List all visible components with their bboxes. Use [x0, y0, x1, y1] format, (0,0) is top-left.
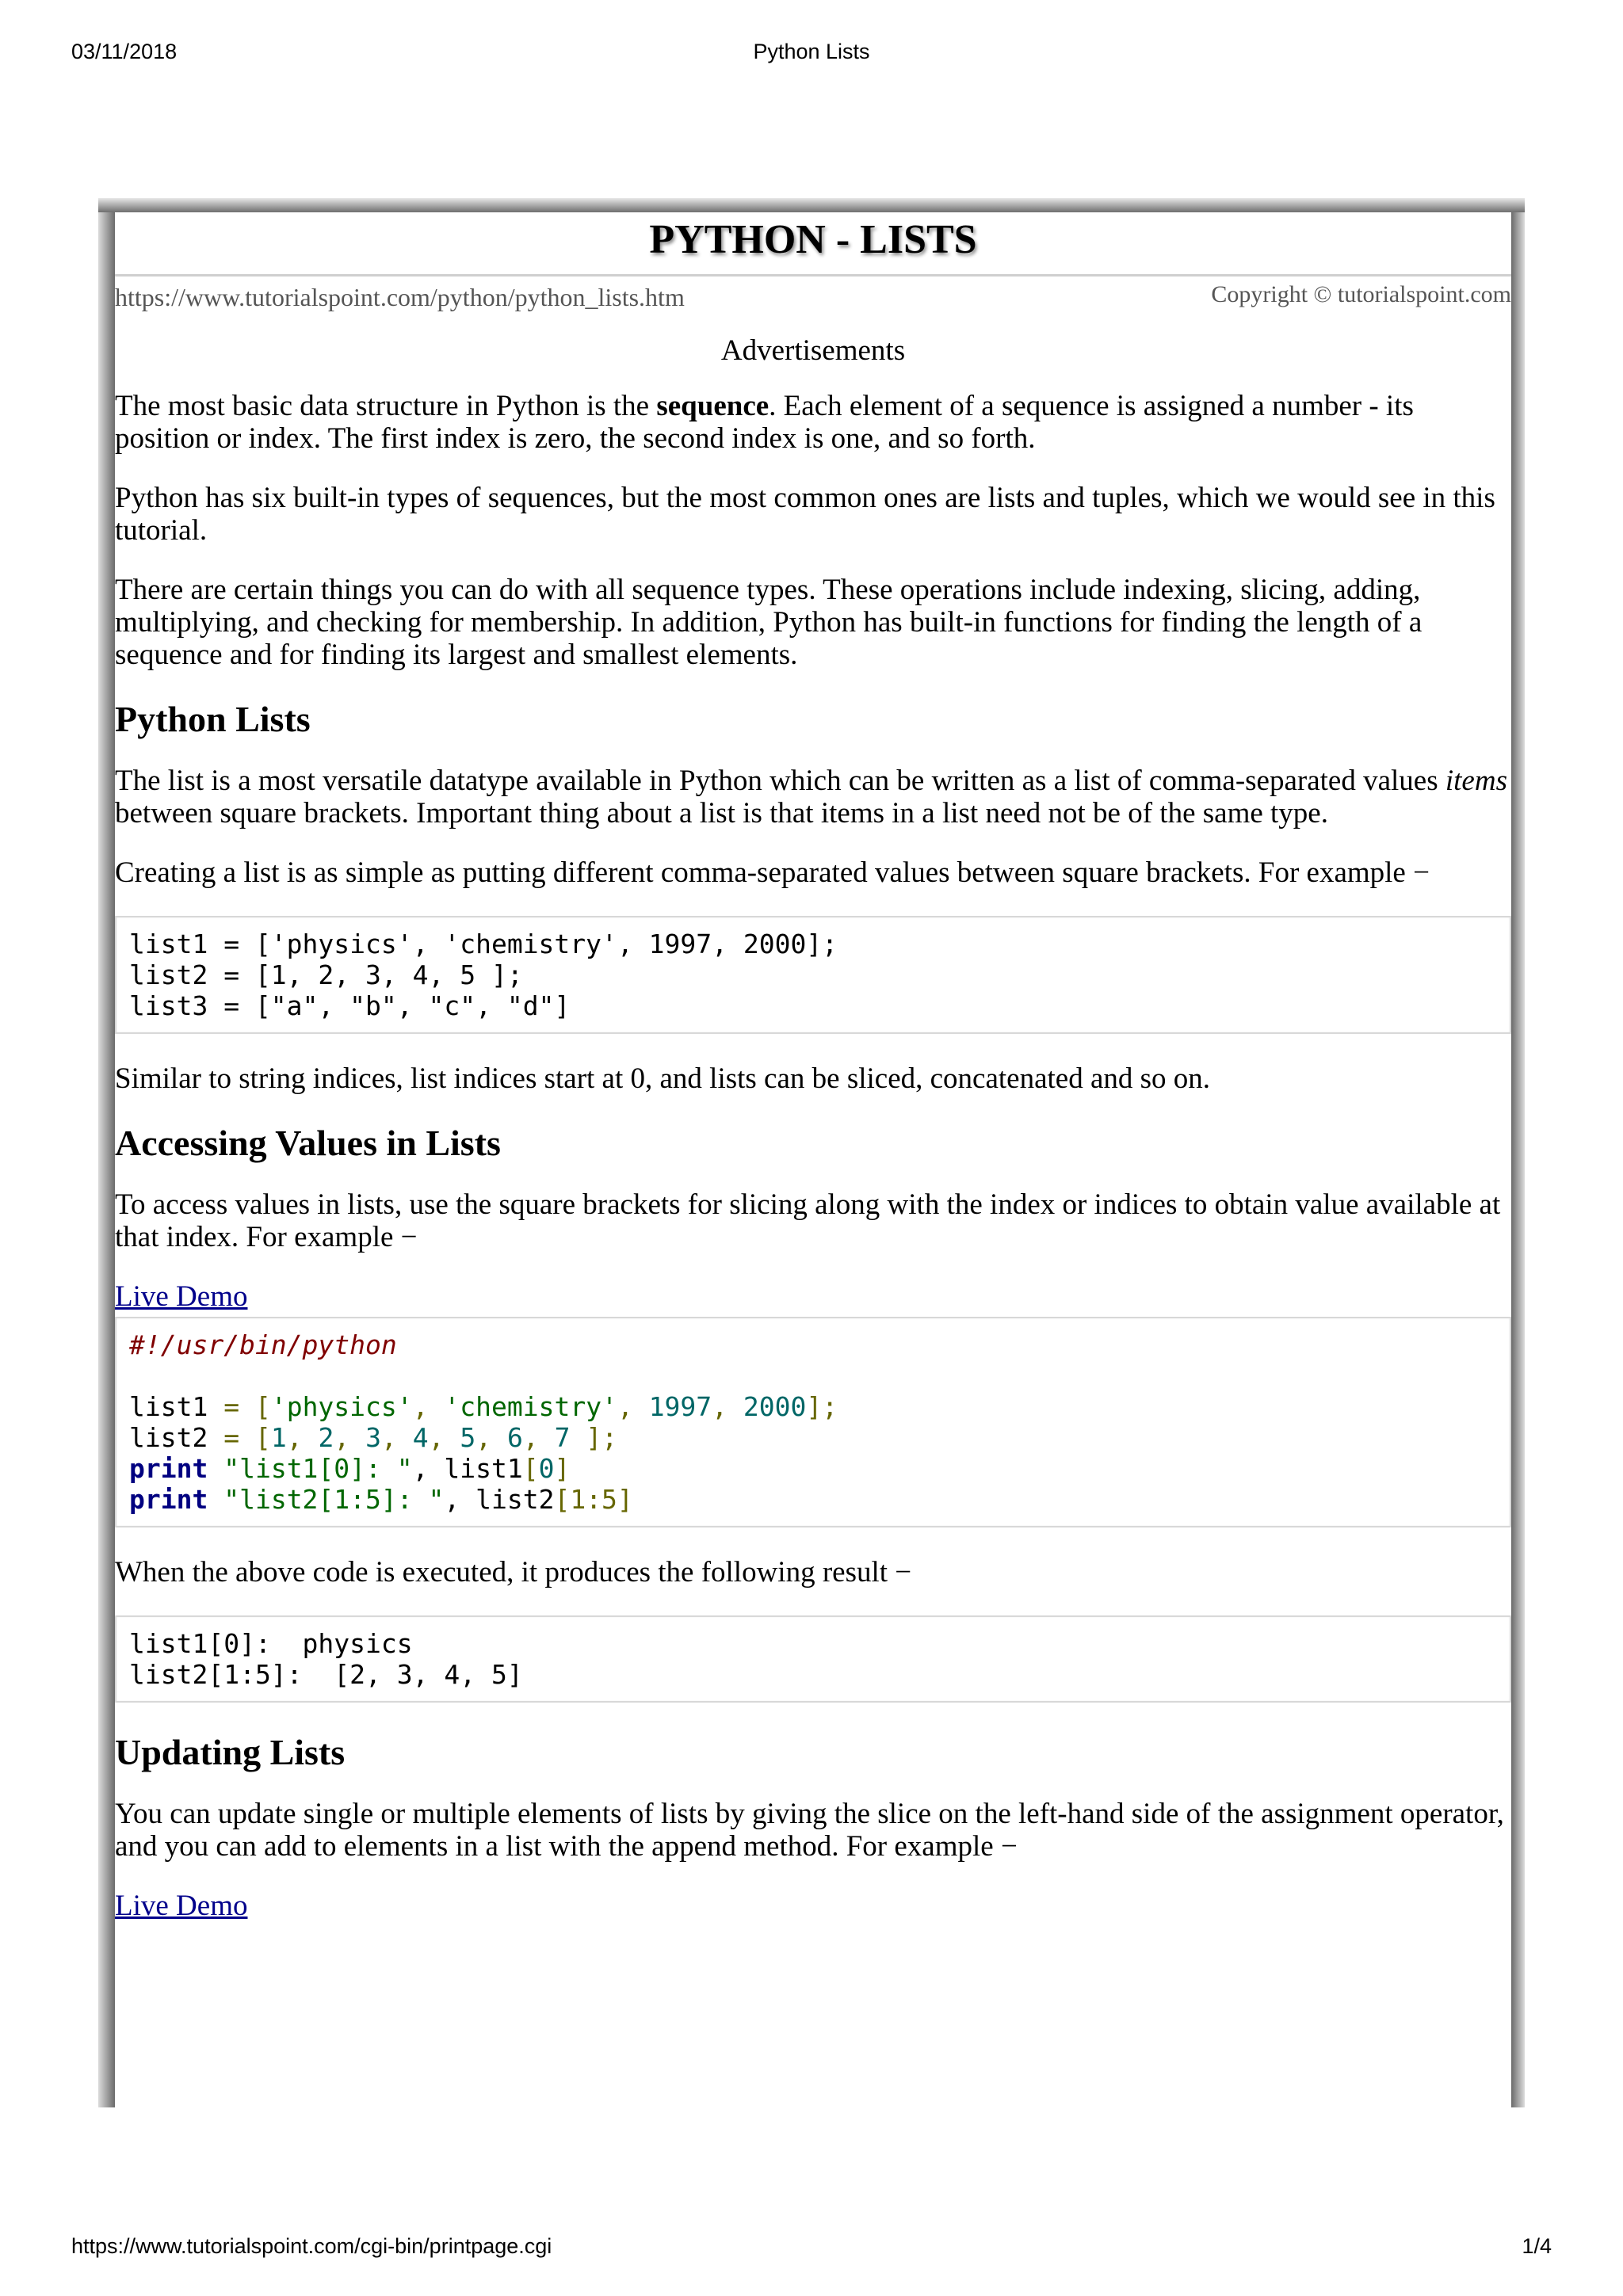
frame-border-right — [1511, 198, 1525, 2107]
lists-paragraph-1: The list is a most versatile datatype available in Python which can be written as a list of comma-separated values items between square brackets. Important thing about a list is that items in a list need not be of the same type. — [115, 765, 1507, 830]
print-date: 03/11/2018 — [71, 40, 178, 63]
updating-paragraph-1: You can update single or multiple elements of lists by giving the slice on the left-hand side of the assignment operator, and you can add to elements in a list with the append method. For example − — [115, 1798, 1504, 1863]
heading-python-lists: Python Lists — [115, 699, 311, 739]
code-line-blank — [129, 1360, 1497, 1391]
code-line: print "list1[0]: ", list1[0] — [129, 1453, 571, 1484]
intro-paragraph-1: The most basic data structure in Python is the sequence. Each element of a sequence is assigned a number - its position or index. The first index is zero, the second index is one, and so forth. — [115, 390, 1414, 455]
source-url: https://www.tutorialspoint.com/python/python_lists.htm — [115, 283, 685, 311]
advertisements-label: Advertisements — [720, 334, 906, 367]
code-line: print "list2[1:5]: ", list2[1:5] — [129, 1484, 633, 1515]
live-demo-link-1[interactable]: Live Demo — [115, 1280, 248, 1313]
heading-updating-lists: Updating Lists — [115, 1732, 346, 1772]
print-page-number: 1/4 — [1522, 2234, 1552, 2258]
copyright: Copyright © tutorialspoint.com — [1211, 281, 1511, 307]
accessing-paragraph-2: When the above code is executed, it produces the following result − — [115, 1556, 912, 1589]
code-line: #!/usr/bin/python — [129, 1329, 397, 1360]
sequence-term: sequence — [656, 390, 769, 422]
code-block-output — [115, 1615, 1511, 1703]
code-line: list2 = [1, 2, 3, 4, 5, 6, 7 ]; — [129, 1422, 618, 1453]
meta-row — [115, 277, 1511, 316]
code-line: list2[1:5]: [2, 3, 4, 5] — [129, 1659, 523, 1690]
article — [115, 212, 1511, 1926]
print-title: Python Lists — [753, 40, 870, 63]
code-line: list3 = ["a", "b", "c", "d"] — [129, 990, 571, 1021]
frame-border-left — [98, 198, 115, 2107]
code-block-create-lists — [115, 916, 1511, 1034]
code-line: list2 = [1, 2, 3, 4, 5 ]; — [129, 959, 523, 990]
intro-paragraph-3: There are certain things you can do with all sequence types. These operations include indexing, slicing, adding, multiplying, and checking for membership. In addition, Python has built-in functions for finding the length of a sequence and for finding its largest and smallest elements. — [115, 574, 1423, 671]
code-line: list1 = ['physics', 'chemistry', 1997, 2000]; — [129, 929, 838, 959]
lists-paragraph-2: Creating a list is as simple as putting different comma-separated values between square brackets. For example − — [115, 856, 1430, 889]
code-block-access-example — [115, 1317, 1511, 1527]
heading-accessing-values: Accessing Values in Lists — [115, 1123, 501, 1163]
print-footer-url: https://www.tutorialspoint.com/cgi-bin/printpage.cgi — [71, 2234, 552, 2258]
code-line: list1 = ['physics', 'chemistry', 1997, 2000]; — [129, 1391, 838, 1422]
lists-paragraph-3: Similar to string indices, list indices start at 0, and lists can be sliced, concatenated and so on. — [115, 1062, 1211, 1095]
code-line: list1[0]: physics — [129, 1628, 413, 1659]
frame-border-top — [98, 198, 1525, 212]
page-title: PYTHON - LISTS — [115, 212, 1511, 277]
intro-paragraph-2: Python has six built-in types of sequences, but the most common ones are lists and tuples, which we would see in this tutorial. — [115, 482, 1495, 547]
items-term: items — [1445, 765, 1507, 797]
accessing-paragraph-1: To access values in lists, use the square brackets for slicing along with the index or indices to obtain value available at that index. For example − — [115, 1188, 1501, 1253]
live-demo-link-2[interactable]: Live Demo — [115, 1890, 248, 1922]
